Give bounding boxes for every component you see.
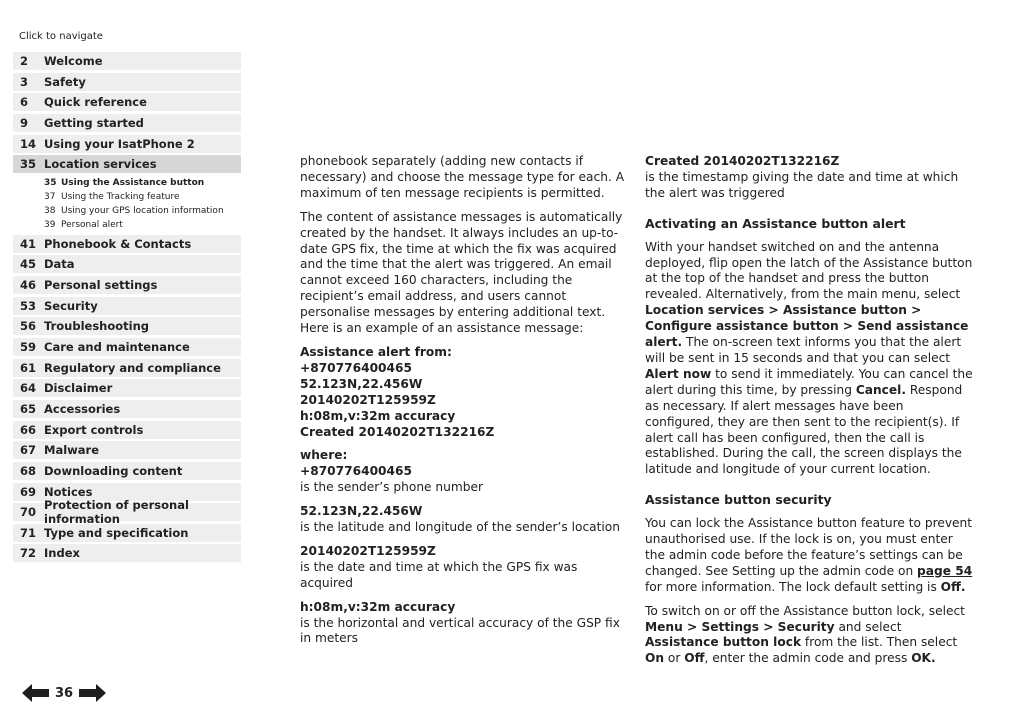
toc-page-number: 70 — [20, 505, 37, 520]
definition — [300, 544, 630, 592]
example-line: 52.123N,22.456W — [300, 376, 423, 391]
paragraph — [645, 240, 975, 479]
toc-page-number: 9 — [20, 115, 29, 130]
toc-page-number: 53 — [20, 298, 37, 313]
section-heading: Activating an Assistance button alert — [645, 215, 906, 231]
section-heading: Assistance button security — [645, 492, 832, 508]
example-line: 20140202T125959Z — [300, 392, 436, 407]
paragraph — [645, 604, 975, 668]
text-run: for more information. The lock default setting is — [645, 579, 941, 594]
toc-page-number: 72 — [20, 546, 37, 561]
definition — [645, 154, 975, 202]
option-label: Off — [684, 651, 705, 666]
definition-term: 20140202T125959Z — [300, 543, 436, 558]
toc-item-malware[interactable] — [13, 441, 241, 459]
definition-desc: is the date and time at which the GPS fix was acquired — [300, 559, 578, 590]
text-run: Respond as necessary. If alert messages have been configured, they are then sent to the recipient(s). If alert call has been configured, then the call is established. During the call, the screen displays the latitude and longitude of your current location. — [645, 382, 963, 477]
paragraph: phonebook separately (adding new contacts if necessary) and choose the message type for each. A maximum of ten message recipients is permitted. — [300, 154, 625, 200]
toc-label: Accessories — [44, 401, 121, 416]
toc-label: Protection of personal information — [44, 498, 189, 527]
option-label: Off. — [940, 579, 966, 594]
toc-label: Regulatory and compliance — [44, 360, 221, 375]
toc-label: Personal alert — [61, 219, 123, 230]
text-run: To switch on or off the Assistance button lock, select — [645, 603, 965, 618]
definition — [300, 504, 630, 536]
toc-label: Security — [44, 298, 98, 313]
option-label: Cancel. — [855, 382, 906, 397]
definition-desc: is the timestamp giving the date and time at which the alert was triggered — [645, 169, 959, 200]
text-run: The on-screen text informs you that the alert will be sent in 15 seconds and that you can select — [645, 335, 962, 365]
definition — [300, 600, 630, 648]
text-run: With your handset switched on and the antenna deployed, flip open the latch of the Assistance button at the top of the handset and press the button revealed. Alternatively, from the main menu, select — [645, 239, 973, 302]
toc-page-number: 59 — [20, 340, 37, 355]
text-run: to send it immediately. You can cancel the alert during this time, by pressing — [645, 366, 973, 397]
toc-subsection-list — [13, 176, 241, 232]
toc-subitem-assistance-button[interactable] — [13, 176, 241, 190]
definition-term: Created 20140202T132216Z — [645, 154, 840, 168]
toc-label: Notices — [44, 484, 93, 499]
toc-item-type-specification[interactable] — [13, 524, 241, 542]
toc-page-number: 41 — [20, 236, 37, 251]
toc-item-export-controls[interactable] — [13, 421, 241, 439]
toc-label: Care and maintenance — [44, 340, 190, 355]
toc-page-number: 35 — [44, 177, 57, 188]
option-label: Assistance button lock — [645, 635, 802, 650]
content-column-left — [300, 154, 630, 655]
text-run: You can lock the Assistance button feature to prevent unauthorised use. If the lock is on, you must enter the admin code before the feature’s settings can be changed. See Setting up the admin code on — [645, 516, 973, 578]
toc-item-quick-reference[interactable] — [13, 93, 241, 111]
toc-item-protection-personal-info[interactable] — [13, 498, 241, 527]
toc-page-number: 35 — [20, 157, 37, 172]
toc-item-accessories[interactable] — [13, 400, 241, 418]
toc-item-using-your-isatphone[interactable] — [13, 135, 241, 153]
toc-label: Disclaimer — [44, 381, 113, 396]
toc-label: Getting started — [44, 115, 144, 130]
toc-item-troubleshooting[interactable] — [13, 317, 241, 335]
next-page-arrow-icon[interactable] — [78, 683, 106, 703]
table-of-contents — [13, 52, 241, 565]
toc-page-number: 37 — [44, 191, 56, 202]
text-run: from the list. Then select — [801, 635, 958, 650]
toc-page-number: 69 — [20, 484, 37, 499]
toc-label: Safety — [44, 74, 86, 89]
example-line: Assistance alert from: — [300, 344, 452, 359]
toc-page-number: 56 — [20, 319, 37, 334]
page-link[interactable]: page 54 — [917, 563, 973, 578]
example-line: Created 20140202T132216Z — [300, 424, 495, 439]
text-run: and select — [834, 619, 902, 634]
toc-label: Using the Tracking feature — [61, 191, 180, 202]
text-run: , enter the admin code and press — [704, 651, 912, 666]
paragraph — [645, 516, 975, 596]
toc-item-phonebook[interactable] — [13, 235, 241, 253]
page-navigation — [22, 683, 106, 703]
toc-item-personal-settings[interactable] — [13, 276, 241, 294]
toc-page-number: 14 — [20, 136, 37, 151]
toc-label: Index — [44, 546, 80, 561]
toc-page-number: 46 — [20, 278, 37, 293]
definition-term: h:08m,v:32m accuracy — [300, 599, 456, 614]
text-run: or — [664, 651, 685, 666]
definition-desc: is the sender’s phone number — [300, 480, 483, 495]
toc-label: Phonebook & Contacts — [44, 236, 192, 251]
toc-item-safety[interactable] — [13, 73, 241, 91]
toc-item-downloading-content[interactable] — [13, 462, 241, 480]
option-label: On — [645, 651, 665, 666]
toc-page-number: 65 — [20, 401, 37, 416]
toc-item-index[interactable] — [13, 544, 241, 562]
toc-label: Using your GPS location information — [61, 205, 224, 216]
toc-page-number: 67 — [20, 443, 37, 458]
toc-page-number: 68 — [20, 463, 37, 478]
option-label: OK. — [911, 651, 936, 666]
toc-page-number: 64 — [20, 381, 37, 396]
toc-page-number: 61 — [20, 360, 37, 375]
toc-label: Downloading content — [44, 463, 183, 478]
toc-item-getting-started[interactable] — [13, 114, 241, 132]
toc-label: Data — [44, 257, 75, 272]
toc-item-disclaimer[interactable] — [13, 379, 241, 397]
toc-item-care-maintenance[interactable] — [13, 338, 241, 356]
nav-title: Click to navigate — [19, 31, 103, 42]
prev-page-arrow-icon[interactable] — [22, 683, 50, 703]
toc-label: Malware — [44, 443, 100, 458]
toc-label: Type and specification — [44, 525, 189, 540]
option-label: Alert now — [645, 366, 712, 381]
page-number: 36 — [55, 685, 74, 701]
toc-label: Quick reference — [44, 95, 147, 110]
toc-page-number: 45 — [20, 257, 37, 272]
example-line: h:08m,v:32m accuracy — [300, 408, 456, 423]
definition-desc: is the horizontal and vertical accuracy of the GSP fix in meters — [300, 615, 620, 646]
toc-label: Welcome — [44, 54, 103, 68]
toc-page-number: 3 — [20, 74, 29, 89]
toc-label: Troubleshooting — [44, 319, 150, 334]
example-message — [300, 345, 630, 440]
toc-page-number: 38 — [44, 205, 56, 216]
definition — [300, 448, 630, 496]
toc-label: Export controls — [44, 422, 144, 437]
toc-item-regulatory[interactable] — [13, 359, 241, 377]
toc-label: Location services — [44, 157, 157, 172]
toc-label: Using the Assistance button — [61, 177, 205, 188]
toc-item-welcome[interactable] — [13, 52, 241, 70]
toc-page-number: 71 — [20, 525, 37, 540]
toc-page-number: 6 — [20, 95, 29, 110]
toc-page-number: 2 — [20, 54, 29, 68]
content-column-right — [645, 154, 975, 675]
toc-subitem-tracking[interactable] — [13, 190, 241, 204]
definition-term: +870776400465 — [300, 464, 412, 479]
definition-desc: is the latitude and longitude of the sender’s location — [300, 520, 620, 535]
toc-item-location-services[interactable] — [13, 155, 241, 173]
toc-page-number: 39 — [44, 219, 56, 230]
toc-subitem-personal-alert[interactable] — [13, 218, 241, 232]
definition-term: 52.123N,22.456W — [300, 504, 423, 519]
toc-item-security[interactable] — [13, 297, 241, 315]
paragraph: The content of assistance messages is automatically created by the handset. It always includes an up-to-date GPS fix, the time at which the fix was acquired and the time that the alert was triggered. An email cannot exceed 160 characters, including the recipient’s email address, and users cannot personalise messages by entering additional text. Here is an example of an assistance message: — [300, 209, 623, 336]
toc-subitem-gps-location[interactable] — [13, 204, 241, 218]
menu-path: Location services > Assistance button > Configure assistance button > Send assistance alert. — [645, 303, 969, 350]
toc-label: Personal settings — [44, 278, 158, 293]
toc-label: Using your IsatPhone 2 — [44, 136, 195, 151]
example-line: +870776400465 — [300, 360, 412, 375]
where-label: where: — [300, 448, 348, 463]
toc-item-data[interactable] — [13, 255, 241, 273]
menu-path: Menu > Settings > Security — [645, 619, 835, 634]
toc-page-number: 66 — [20, 422, 37, 437]
